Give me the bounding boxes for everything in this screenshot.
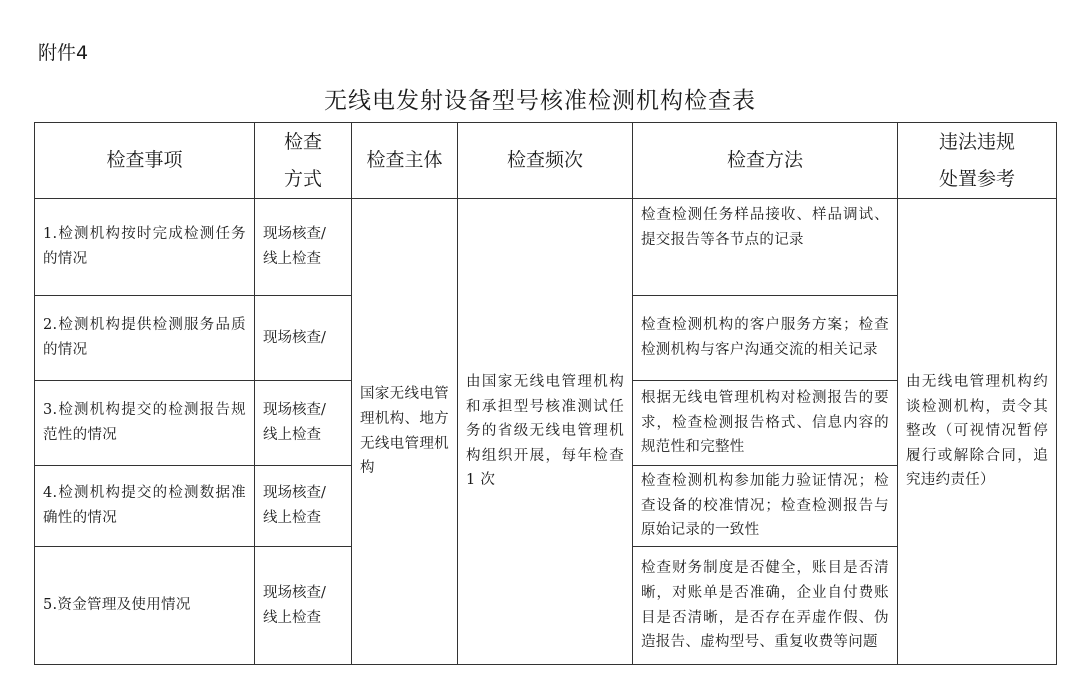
inspection-table bbox=[34, 122, 1057, 665]
row-1-method: 检查检测任务样品接收、样品调试、提交报告等各节点的记录 bbox=[633, 199, 898, 296]
header-mode: 检查 方式 bbox=[255, 123, 352, 199]
header-item: 检查事项 bbox=[35, 123, 255, 199]
row-1-item: 1.检测机构按时完成检测任务的情况 bbox=[35, 199, 255, 296]
row-5-method: 检查财务制度是否健全，账目是否清晰，对账单是否准确，企业自付费账目是否清晰，是否存在弄虚作假、伪造报告、虚构型号、重复收费等问题 bbox=[633, 547, 898, 665]
row-3-method: 根据无线电管理机构对检测报告的要求，检查检测报告格式、信息内容的规范性和完整性 bbox=[633, 381, 898, 466]
row-4-item: 4.检测机构提交的检测数据准确性的情况 bbox=[35, 466, 255, 547]
row-2-method: 检查检测机构的客户服务方案；检查检测机构与客户沟通交流的相关记录 bbox=[633, 296, 898, 381]
row-4-mode: 现场核查/ 线上检查 bbox=[255, 466, 352, 547]
row-4-method: 检查检测机构参加能力验证情况；检查设备的校准情况；检查检测报告与原始记录的一致性 bbox=[633, 466, 898, 547]
row-2-item: 2.检测机构提供检测服务品质的情况 bbox=[35, 296, 255, 381]
row-5-item: 5.资金管理及使用情况 bbox=[35, 547, 255, 665]
header-row bbox=[35, 123, 1057, 199]
row-3-mode: 现场核查/ 线上检查 bbox=[255, 381, 352, 466]
header-subject: 检查主体 bbox=[352, 123, 458, 199]
shared-penalty: 由无线电管理机构约谈检测机构，责令其整改（可视情况暂停履行或解除合同，追究违约责任） bbox=[898, 199, 1057, 665]
table-row bbox=[35, 199, 1057, 296]
row-1-mode: 现场核查/ 线上检查 bbox=[255, 199, 352, 296]
page-title: 无线电发射设备型号核准检测机构检查表 bbox=[324, 88, 756, 114]
header-method: 检查方法 bbox=[633, 123, 898, 199]
shared-subject: 国家无线电管理机构、地方无线电管理机构 bbox=[352, 199, 458, 665]
shared-frequency: 由国家无线电管理机构和承担型号核准测试任务的省级无线电管理机构组织开展，每年检查 1 次 bbox=[458, 199, 633, 665]
row-2-mode: 现场核查/ bbox=[255, 296, 352, 381]
header-frequency: 检查频次 bbox=[458, 123, 633, 199]
row-5-mode: 现场核查/ 线上检查 bbox=[255, 547, 352, 665]
header-penalty: 违法违规 处置参考 bbox=[898, 123, 1057, 199]
row-3-item: 3.检测机构提交的检测报告规范性的情况 bbox=[35, 381, 255, 466]
attachment-label: 附件4 bbox=[38, 42, 89, 64]
